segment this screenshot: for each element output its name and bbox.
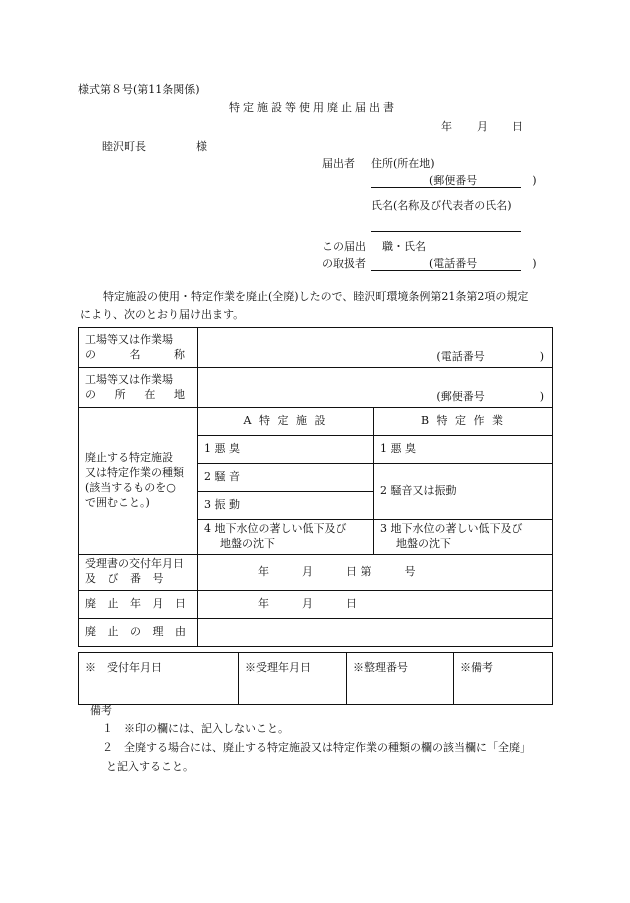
notes-title: 備考	[90, 704, 112, 717]
factory-location-label	[79, 368, 198, 408]
factory-name-label-line2	[85, 348, 191, 363]
date-month: 月	[477, 120, 488, 133]
addressee: 睦沢町長	[102, 140, 146, 153]
label-part: 名	[129, 347, 141, 361]
receipt-label-line2: 及 び 番 号	[85, 572, 168, 586]
row-factory-location	[79, 368, 553, 408]
date-year: 年	[441, 120, 452, 133]
note-item-2-line1: ２ 全廃する場合には、廃止する特定施設又は特定作業の種類の欄の該当欄に「全廃」	[102, 741, 531, 754]
handler-title: 職・氏名	[382, 240, 426, 253]
main-form-table	[78, 327, 553, 647]
office-received-date: ※ 受付年月日	[79, 653, 239, 705]
factory-location-label-line2	[85, 388, 191, 403]
a-item-odor[interactable]: 1 悪 臭	[198, 436, 374, 464]
form-number: 様式第８号(第11条関係)	[78, 83, 200, 96]
abolish-date-field[interactable]: 年 月 日	[198, 590, 553, 618]
kind-label-line1: 廃止する特定施設	[85, 451, 173, 465]
a-item-groundwater-line2: 地盤の沈下	[220, 536, 275, 550]
office-accepted-date: ※受理年月日	[239, 653, 347, 705]
applicant-label: 届出者	[322, 157, 355, 170]
name-label: 氏名(名称及び代表者の氏名)	[371, 199, 512, 212]
label-part: 称	[174, 347, 185, 361]
intro-line-2: により、次のとおり届け出ます。	[80, 308, 245, 321]
row-receipt	[79, 554, 553, 590]
kind-label-line3: (該当するものを○	[85, 480, 176, 494]
label-part: の	[85, 347, 96, 361]
kind-label	[79, 408, 198, 555]
kind-label-line2: 又は特定作業の種類	[85, 466, 184, 479]
abolish-reason-field[interactable]	[198, 618, 553, 646]
kind-label-line4: で囲むこと。)	[85, 495, 150, 509]
factory-postal-label: (郵便番号 )	[436, 390, 544, 404]
intro-line-1: 特定施設の使用・特定作業を廃止(全廃)したので、睦沢町環境条例第21条第2項の規定	[103, 290, 529, 303]
row-kind-header	[79, 408, 553, 436]
a-item-groundwater[interactable]	[198, 520, 374, 555]
name-underline	[371, 219, 521, 232]
a-item-noise[interactable]: 2 騒 音	[198, 464, 374, 492]
handler-underline	[371, 257, 537, 271]
label-part: の	[85, 387, 96, 401]
b-item-noise-vibration[interactable]: 2 騒音又は振動	[374, 464, 553, 520]
col-b-header: B 特 定 作 業	[374, 408, 553, 436]
label-part: 在	[144, 387, 156, 401]
abolish-date-label: 廃 止 年 月 日	[79, 590, 198, 618]
handler-label-2: の取扱者	[322, 257, 366, 270]
note-item-1: １ ※印の欄には、記入しないこと。	[102, 722, 289, 735]
row-abolish-reason	[79, 618, 553, 646]
abolish-reason-label: 廃 止 の 理 由	[79, 618, 198, 646]
office-use-table	[78, 652, 553, 705]
address-label: 住所(所在地)	[371, 157, 435, 170]
factory-location-label-line1: 工場等又は作業場	[85, 372, 173, 386]
label-part: 所	[114, 387, 126, 401]
a-item-vibration[interactable]: 3 振 動	[198, 492, 374, 520]
receipt-label-line1: 受理書の交付年月日	[85, 557, 184, 571]
note-item-2-line2: と記入すること。	[106, 760, 194, 773]
b-item-odor[interactable]: 1 悪 臭	[374, 436, 553, 464]
handler-label-1: この届出	[322, 240, 366, 253]
row-abolish-date	[79, 590, 553, 618]
factory-name-label-line1: 工場等又は作業場	[85, 332, 173, 346]
office-remarks: ※備考	[454, 653, 553, 705]
honorific: 様	[196, 140, 207, 153]
b-item-groundwater[interactable]	[374, 520, 553, 555]
receipt-label	[79, 554, 198, 590]
b-item-groundwater-line1: 3 地下水位の著しい低下及び	[380, 522, 523, 535]
factory-name-field[interactable]	[198, 328, 553, 368]
office-use-row	[79, 653, 553, 705]
receipt-field[interactable]: 年 月 日 第 号	[198, 554, 553, 590]
factory-phone-label: (電話番号 )	[436, 350, 544, 364]
office-file-number: ※整理番号	[347, 653, 454, 705]
date-day: 日	[512, 120, 523, 133]
row-factory-name	[79, 328, 553, 368]
a-item-groundwater-line1: 4 地下水位の著しい低下及び	[204, 522, 347, 535]
form-title: 特定施設等使用廃止届出書	[229, 101, 397, 114]
factory-location-field[interactable]	[198, 368, 553, 408]
label-part: 地	[173, 387, 185, 401]
factory-name-label	[79, 328, 198, 368]
postal-label: (郵便番号 )	[429, 174, 537, 187]
col-a-header: A 特 定 施 設	[198, 408, 374, 436]
phone-label: (電話番号 )	[429, 257, 537, 270]
b-item-groundwater-line2: 地盤の沈下	[396, 536, 451, 550]
address-underline	[371, 174, 537, 188]
